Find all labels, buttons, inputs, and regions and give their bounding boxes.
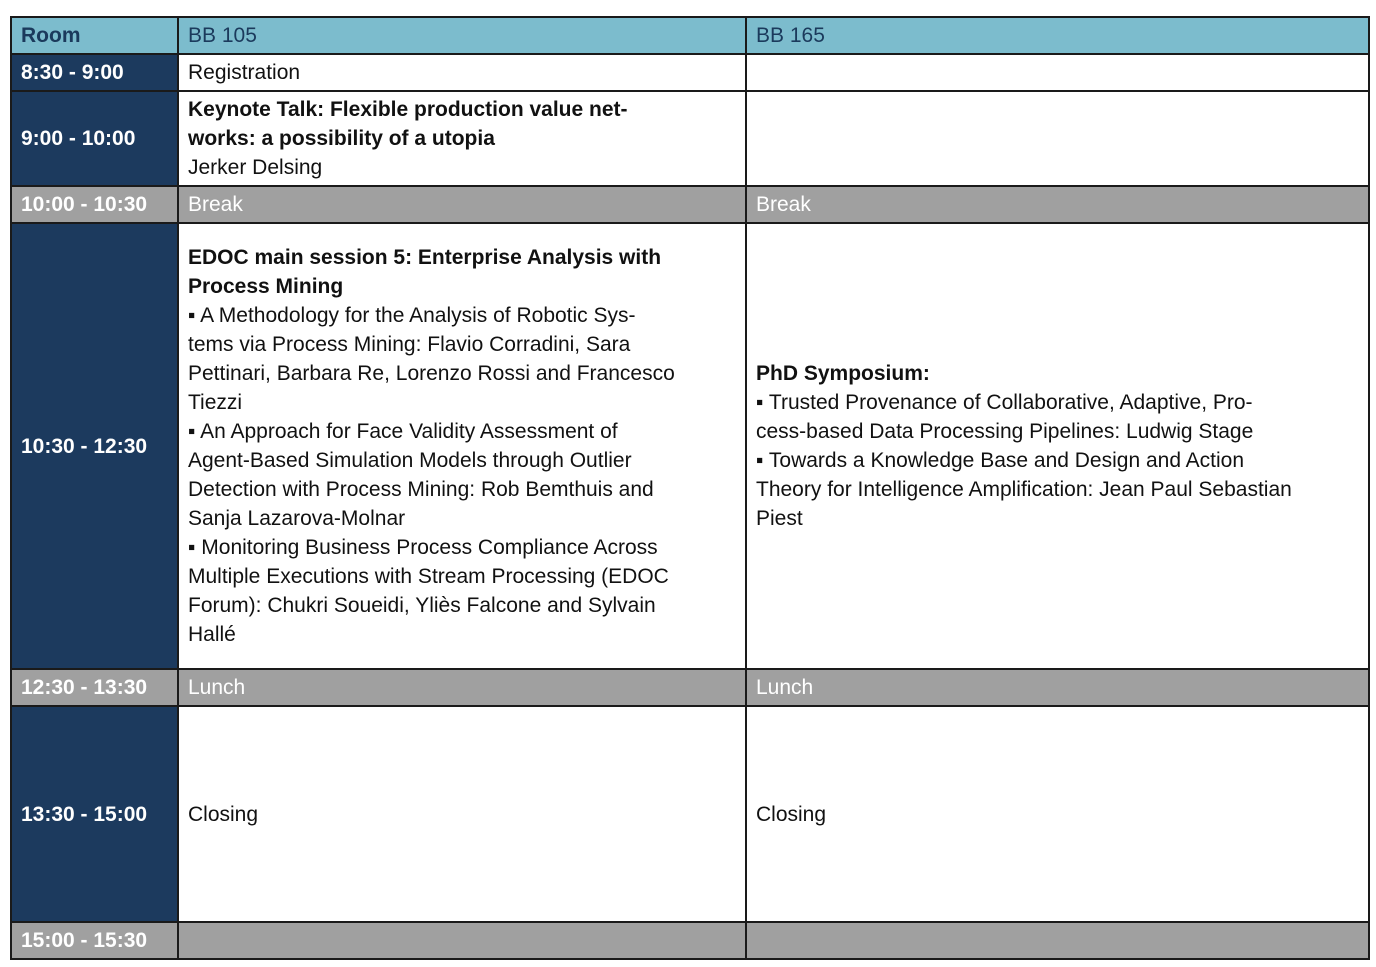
keynote-title-line: Keynote Talk: Flexible production value net- (188, 98, 628, 121)
session-line: ▪ A Methodology for the Analysis of Robotic Sys- (188, 304, 636, 327)
table-row (11, 186, 1369, 223)
event-cell (746, 922, 1369, 959)
event-cell (178, 223, 746, 669)
event-cell: Break (178, 186, 746, 223)
session-line: tems via Process Mining: Flavio Corradini, Sara (188, 333, 631, 356)
time-slot: 13:30 - 15:00 (11, 706, 178, 922)
session-line: Tiezzi (188, 391, 243, 414)
phd-line: Piest (756, 507, 803, 530)
event-cell: Closing (746, 706, 1369, 922)
phd-line: ▪ Towards a Knowledge Base and Design and Action (756, 449, 1245, 472)
session-line: Forum): Chukri Soueidi, Yliès Falcone and Sylvain (188, 594, 656, 617)
phd-line: ▪ Trusted Provenance of Collaborative, Adaptive, Pro- (756, 391, 1253, 414)
keynote-title-line: works: a possibility of a utopia (188, 127, 495, 150)
session-line: Sanja Lazarova-Molnar (188, 507, 406, 530)
header-row (11, 17, 1369, 54)
event-cell: Closing (178, 706, 746, 922)
table-row (11, 922, 1369, 959)
phd-line: cess-based Data Processing Pipelines: Ludwig Stage (756, 420, 1254, 443)
session-line: Multiple Executions with Stream Processing (EDOC (188, 565, 669, 588)
table-row (11, 706, 1369, 922)
time-slot: 8:30 - 9:00 (11, 54, 178, 91)
event-cell (746, 91, 1369, 186)
session-line: Agent-Based Simulation Models through Outlier (188, 449, 632, 472)
event-cell: Lunch (178, 669, 746, 706)
keynote-speaker: Jerker Delsing (188, 156, 323, 179)
phd-line: Theory for Intelligence Amplification: Jean Paul Sebastian (756, 478, 1292, 501)
event-cell: Registration (178, 54, 746, 91)
room-label: Room (11, 17, 178, 54)
session-line: ▪ Monitoring Business Process Compliance Across (188, 536, 658, 559)
room-bb165: BB 165 (746, 17, 1369, 54)
time-slot: 10:30 - 12:30 (11, 223, 178, 669)
event-cell: Lunch (746, 669, 1369, 706)
table-row (11, 669, 1369, 706)
room-bb105: BB 105 (178, 17, 746, 54)
event-cell (746, 223, 1369, 669)
schedule-table (10, 16, 1370, 960)
event-cell (746, 54, 1369, 91)
event-cell (178, 91, 746, 186)
event-cell: Break (746, 186, 1369, 223)
time-slot: 15:00 - 15:30 (11, 922, 178, 959)
time-slot: 12:30 - 13:30 (11, 669, 178, 706)
session-line: Hallé (188, 623, 236, 646)
time-slot: 9:00 - 10:00 (11, 91, 178, 186)
session-line: Pettinari, Barbara Re, Lorenzo Rossi and Francesco (188, 362, 675, 385)
time-slot: 10:00 - 10:30 (11, 186, 178, 223)
phd-title: PhD Symposium: (756, 362, 930, 385)
table-row (11, 223, 1369, 669)
session-line: ▪ An Approach for Face Validity Assessment of (188, 420, 618, 443)
session-line: Detection with Process Mining: Rob Bemthuis and (188, 478, 654, 501)
session-title-line: EDOC main session 5: Enterprise Analysis with (188, 246, 662, 269)
event-cell (178, 922, 746, 959)
session-title-line: Process Mining (188, 275, 344, 298)
table-row (11, 91, 1369, 186)
table-row (11, 54, 1369, 91)
